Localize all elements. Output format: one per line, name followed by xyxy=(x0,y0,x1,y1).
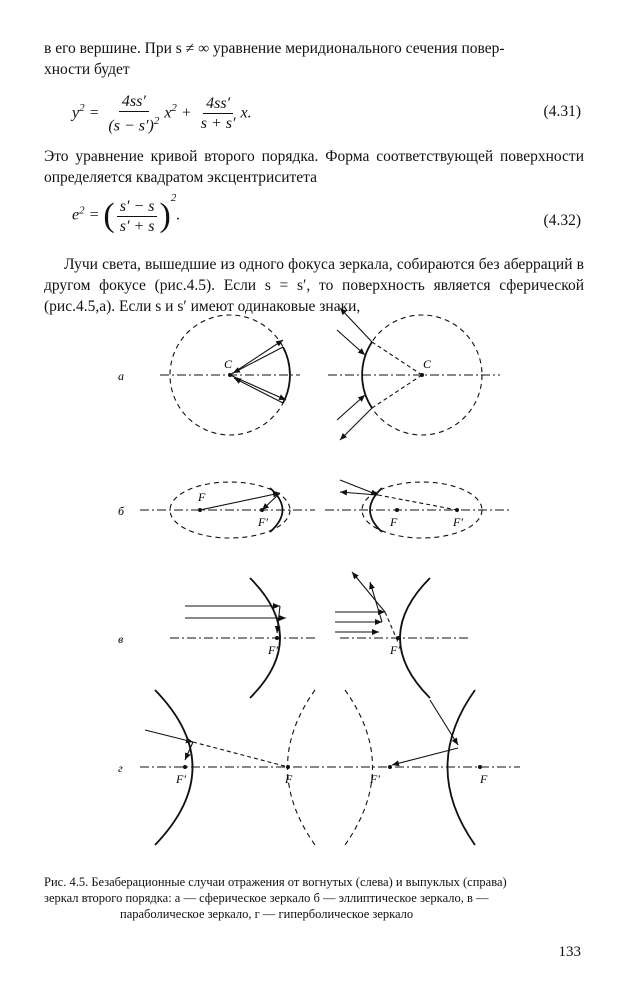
label-F-b-left: F xyxy=(198,490,206,504)
ray-c-right-1r xyxy=(352,572,385,612)
figure-caption xyxy=(44,874,584,922)
row-label-b: б xyxy=(118,504,125,518)
label-Fp-d-3: F′ xyxy=(370,772,380,786)
caption-line-1: Рис. 4.5. Безаберационные случаи отражения от вогнутых (слева) и выпуклых (справа) xyxy=(44,875,507,889)
center-point-right xyxy=(420,373,424,377)
center-point-left xyxy=(228,373,232,377)
focus-point-c-left xyxy=(275,636,279,640)
label-F-d-2: F xyxy=(285,772,293,786)
paragraph-3: Лучи света, вышедшие из одного фокуса зеркала, собираются без аберраций в другом фокусе (рис.4.5). Если s = s′, то поверхность является сферической (рис.4.5,а). Если s и s′ имеют одинаковые знаки, xyxy=(44,256,584,315)
ray-a-left-1 xyxy=(230,340,283,375)
label-Fp-c-right: F′ xyxy=(390,643,400,657)
ray-a-right-1v xyxy=(372,342,422,375)
ray-a-right-3 xyxy=(337,330,365,355)
label-F-b-right: F xyxy=(390,515,398,529)
page-number: 133 xyxy=(558,944,581,960)
focus-point-d-2 xyxy=(286,765,290,769)
ray-a-left-2 xyxy=(230,375,286,400)
label-Fp-b-left: F′ xyxy=(258,515,268,529)
ray-a-left-2r xyxy=(234,378,283,403)
equation-4-31: $y^2$ = $\frac{4ss'}{(s - s')^2}$ $x^2$ + $\frac{4ss'}{s + s'}$ x. xyxy=(72,93,252,135)
row-label-c: в xyxy=(118,632,124,646)
equation-4-32: $e^2$ = ( $\frac{s' - s}{s' + s}$ )$^2$. xyxy=(72,192,181,235)
label-F-d-4: F xyxy=(480,772,488,786)
focus-point-b-left-F xyxy=(198,508,202,512)
ray-a-left-1r xyxy=(233,347,283,373)
row-label-d: г xyxy=(118,761,123,775)
ray-c-right-2r xyxy=(370,582,382,622)
label-C-left: C xyxy=(224,357,233,371)
label-C-right: C xyxy=(423,357,432,371)
equation-number-4-31: (4.31) xyxy=(543,103,581,120)
caption-line-3: параболическое зеркало, г — гиперболическое зеркало xyxy=(120,907,414,921)
focus-point-d-3 xyxy=(388,765,392,769)
focus-point-b-right-F xyxy=(395,508,399,512)
focus-point-d-4 xyxy=(478,765,482,769)
caption-line-2: зеркал второго порядка: а — сферическое зеркало б — эллиптическое зеркало, в — xyxy=(44,891,489,905)
label-Fp-d-1: F′ xyxy=(176,772,186,786)
text-line-2: хности будет xyxy=(44,61,130,78)
paragraph-2: Это уравнение кривой второго порядка. Форма соответствующей поверхности определяется квадратом эксцентриситета xyxy=(44,148,584,186)
ray-b-right-v xyxy=(378,495,457,510)
focus-point-b-left-Fp xyxy=(260,508,264,512)
focus-point-b-right-Fp xyxy=(455,508,459,512)
ray-a-right-4 xyxy=(337,395,365,420)
label-Fp-b-right: F′ xyxy=(453,515,463,529)
focus-point-d-1 xyxy=(183,765,187,769)
ray-a-right-2v xyxy=(372,375,422,408)
equation-number-4-32: (4.32) xyxy=(543,212,581,229)
ray-b-left-1 xyxy=(200,493,280,510)
ray-d-right-1 xyxy=(430,700,458,745)
ray-d-left-v xyxy=(193,742,288,767)
ray-b-left-1r xyxy=(262,493,280,510)
row-label-a: а xyxy=(118,369,124,383)
figure-4-5 xyxy=(100,300,530,860)
text-line-1: в его вершине. При s ≠ ∞ уравнение меридионального сечения повер- xyxy=(44,40,505,57)
label-Fp-c-left: F′ xyxy=(268,643,278,657)
focus-point-c-right xyxy=(396,636,400,640)
